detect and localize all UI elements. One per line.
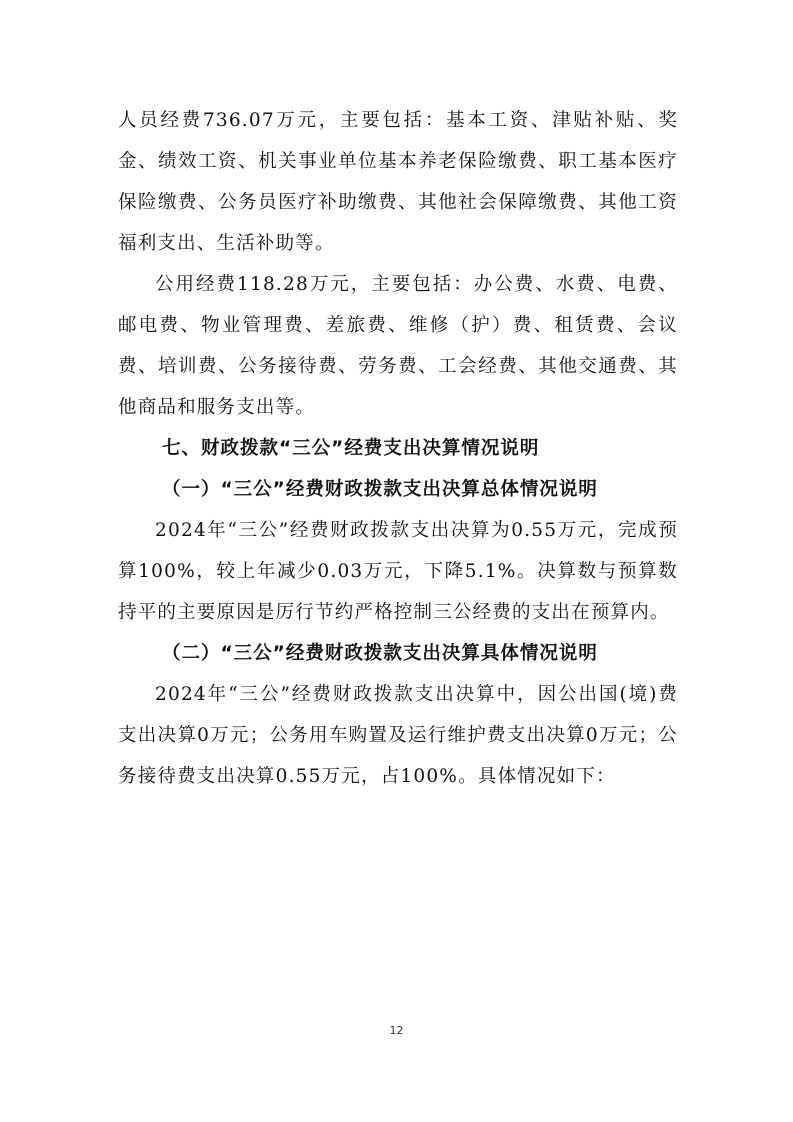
- public-expense-paragraph: 公用经费118.28万元，主要包括：办公费、水费、电费、邮电费、物业管理费、差旅费、维修（护）费、租赁费、会议费、培训费、公务接待费、劳务费、工会经费、其他交通费、其他商品和服务支出等。: [118, 274, 678, 418]
- page-number: 12: [389, 1024, 404, 1037]
- specific-paragraph: 2024年“三公”经费财政拨款支出决算中，因公出国(境)费支出决算0万元；公务用车购置及运行维护费支出决算0万元；公务接待费支出决算0.55万元，占100%。具体情况如下：: [118, 684, 678, 787]
- section-heading-three-public: 七、财政拨款“三公”经费支出决算情况说明: [162, 438, 540, 459]
- subsection-heading-specific: （二）“三公”经费财政拨款支出决算具体情况说明: [162, 643, 598, 664]
- overall-paragraph: 2024年“三公”经费财政拨款支出决算为0.55万元，完成预算100%，较上年减少0.03万元，下降5.1%。决算数与预算数持平的主要原因是厉行节约严格控制三公经费的支出在预算内。: [118, 520, 678, 623]
- subsection-heading-overall: （一）“三公”经费财政拨款支出决算总体情况说明: [162, 479, 598, 500]
- page-content: [118, 100, 678, 797]
- personnel-expense-paragraph: 人员经费736.07万元，主要包括：基本工资、津贴补贴、奖金、绩效工资、机关事业单位基本养老保险缴费、职工基本医疗保险缴费、公务员医疗补助缴费、其他社会保障缴费、其他工资福利支出、生活补助等。: [118, 110, 678, 254]
